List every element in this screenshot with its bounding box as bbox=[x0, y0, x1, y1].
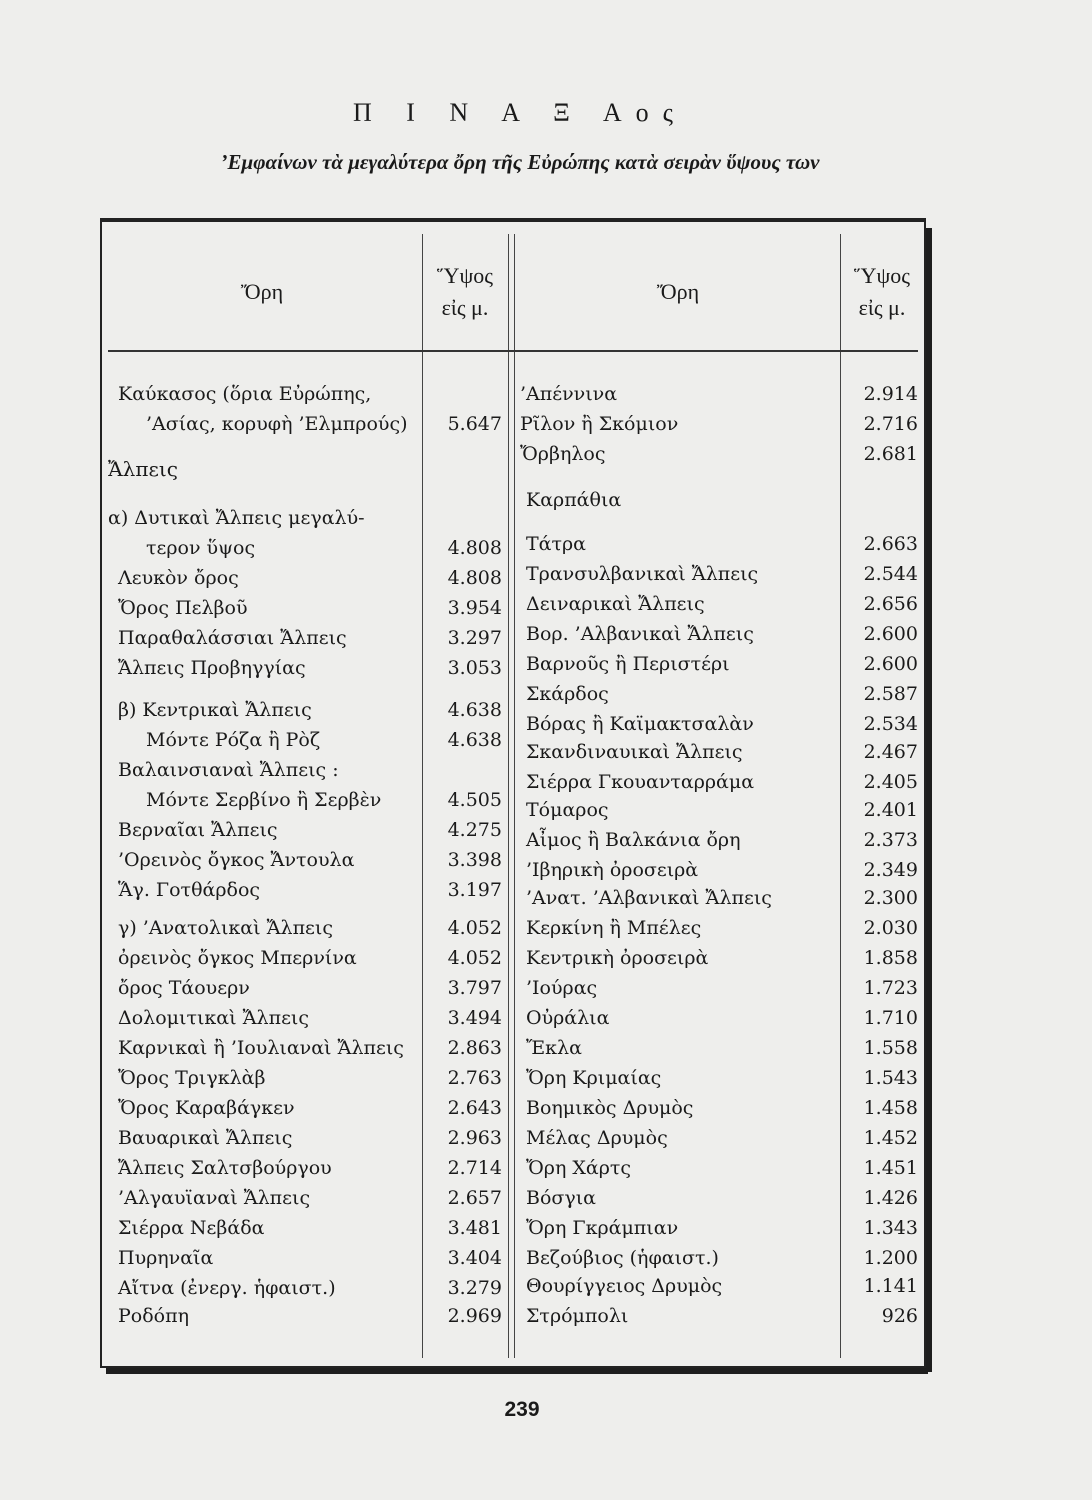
right-row-value bbox=[842, 486, 918, 515]
right-row-name: Κερκίνη ἢ Μπέλες bbox=[526, 917, 702, 939]
right-row-value: 2.600 bbox=[863, 653, 918, 675]
left-row-name: Σιέρρα Νεβάδα bbox=[118, 1217, 265, 1239]
right-row-value: 1.558 bbox=[863, 1037, 918, 1059]
left-row-name: Αἴτνα (ἐνεργ. ἡφαιστ.) bbox=[118, 1277, 336, 1299]
left-row-name: Βερναῖαι Ἄλπεις bbox=[118, 819, 278, 841]
right-row-name: Ὄρβηλος bbox=[520, 443, 606, 465]
right-row-value: 1.710 bbox=[863, 1007, 918, 1029]
right-row-value: 2.300 bbox=[863, 887, 918, 909]
right-row-name: Τάτρα bbox=[526, 533, 587, 555]
left-row-name: α) Δυτικαὶ Ἄλπεις μεγαλύ- bbox=[108, 507, 365, 529]
left-row-value: 3.481 bbox=[447, 1217, 502, 1239]
right-row-value: 2.716 bbox=[863, 413, 918, 435]
right-row-name: Σκάρδος bbox=[526, 683, 609, 705]
right-row-value: 1.200 bbox=[863, 1247, 918, 1269]
right-row-name: Βόσγια bbox=[526, 1187, 597, 1209]
right-row-value: 2.534 bbox=[863, 713, 918, 735]
right-row-name: Ἔκλα bbox=[526, 1037, 582, 1059]
right-row-value: 2.600 bbox=[863, 623, 918, 645]
left-row-name: ὀρεινὸς ὄγκος Μπερνίνα bbox=[118, 947, 357, 969]
left-row-value: 3.398 bbox=[447, 849, 502, 871]
left-row-name: Λευκὸν ὄρος bbox=[118, 567, 239, 589]
header-left-name-text: Ὄρη bbox=[240, 279, 284, 304]
right-row-name: Ὄρη Κριμαίας bbox=[526, 1067, 662, 1089]
right-row-value: 2.914 bbox=[863, 383, 918, 405]
left-row-value: 2.963 bbox=[447, 1127, 502, 1149]
right-row-name: ’Ιούρας bbox=[526, 977, 598, 999]
right-row-value: 1.343 bbox=[863, 1217, 918, 1239]
page-number: 239 bbox=[504, 1398, 540, 1421]
left-row-value bbox=[430, 380, 502, 409]
right-row-name: Ὄρη Γκράμπιαν bbox=[526, 1217, 679, 1239]
left-row-value: 2.714 bbox=[447, 1157, 502, 1179]
left-row-name: Ἄλπεις Προβηγγίας bbox=[118, 657, 306, 679]
header-right-name bbox=[618, 276, 738, 308]
left-row-name: Ἄλπεις bbox=[108, 457, 178, 481]
right-row-name: Μέλας Δρυμὸς bbox=[526, 1127, 668, 1149]
left-row-name: Καρνικαὶ ἢ ’Ιουλιαναὶ Ἄλπεις bbox=[118, 1037, 404, 1059]
left-row-value: 2.657 bbox=[447, 1187, 502, 1209]
left-row-name: Ροδόπη bbox=[118, 1305, 189, 1327]
table-subtitle: ’Εμφαίνων τὰ μεγαλύτερα ὄρη τῆς Εὐρώπης κατὰ σειρὰν ὕψους των bbox=[220, 150, 820, 174]
left-row-value: 4.638 bbox=[447, 729, 502, 751]
left-row-value: 3.797 bbox=[447, 977, 502, 999]
left-row-value: 4.275 bbox=[447, 819, 502, 841]
header-right-value-line2: εἰς μ. bbox=[858, 294, 906, 320]
left-row-name: Μόντε Σερβίνο ἢ Σερβὲν bbox=[146, 789, 382, 811]
right-row-value: 2.663 bbox=[863, 533, 918, 555]
right-row-name: Βόρας ἢ Καϊμακτσαλὰν bbox=[526, 713, 754, 735]
left-row-value: 5.647 bbox=[447, 413, 502, 435]
right-row-value: 1.723 bbox=[863, 977, 918, 999]
right-row-value: 2.349 bbox=[863, 859, 918, 881]
table-title: Π Ι Ν Α Ξ Αος bbox=[353, 98, 687, 127]
right-row-value: 2.373 bbox=[863, 829, 918, 851]
right-row-name: Βορ. ’Αλβανικαὶ Ἄλπεις bbox=[526, 623, 754, 645]
right-row-name: Βαρνοῦς ἢ Περιστέρι bbox=[526, 653, 730, 675]
header-left-value-line2: εἰς μ. bbox=[441, 294, 489, 320]
right-row-name: Σκανδιναυικαὶ Ἄλπεις bbox=[526, 741, 743, 763]
left-row-name: Ἅγ. Γοτθάρδος bbox=[118, 879, 261, 901]
right-row-name: Καρπάθια bbox=[526, 489, 622, 511]
left-row-name: Μόντε Ρόζα ἢ Ρὸζ bbox=[146, 729, 321, 751]
left-row-name: Δολομιτικαὶ Ἄλπεις bbox=[118, 1007, 310, 1029]
left-row-name: Ὄρος Τριγκλὰβ bbox=[118, 1067, 266, 1089]
header-right-value bbox=[840, 260, 924, 324]
left-row-value: 4.052 bbox=[447, 947, 502, 969]
left-row-name: Βαυαρικαὶ Ἄλπεις bbox=[118, 1127, 293, 1149]
right-row-name: ’Ανατ. ’Αλβανικαὶ Ἄλπεις bbox=[526, 887, 772, 909]
right-row-value: 2.030 bbox=[863, 917, 918, 939]
right-row-name: Κεντρικὴ ὀροσειρὰ bbox=[526, 947, 709, 969]
left-row-name: Ὄρος Καραβάγκεν bbox=[118, 1097, 295, 1119]
right-row-value: 1.141 bbox=[863, 1275, 918, 1297]
divider-center-2 bbox=[514, 234, 515, 1358]
right-row-value: 1.543 bbox=[863, 1067, 918, 1089]
left-row-value: 4.808 bbox=[447, 537, 502, 559]
right-row-value: 2.681 bbox=[863, 443, 918, 465]
right-row-name: Βεζούβιος (ἡφαιστ.) bbox=[526, 1247, 719, 1269]
left-row-name: Ἄλπεις Σαλτσβούργου bbox=[118, 1157, 332, 1179]
left-row-name: Βαλαινσιαναὶ Ἄλπεις : bbox=[118, 759, 339, 781]
left-row-value bbox=[430, 455, 502, 484]
right-row-name: ’Ιβηρικὴ ὀροσειρὰ bbox=[526, 859, 699, 881]
left-row-value: 2.763 bbox=[447, 1067, 502, 1089]
left-row-name: Ὄρος Πελβοῦ bbox=[118, 597, 248, 619]
right-row-value: 926 bbox=[881, 1305, 918, 1327]
right-row-name: Τρανσυλβανικαὶ Ἄλπεις bbox=[526, 563, 759, 585]
right-row-value: 1.858 bbox=[863, 947, 918, 969]
header-left-name bbox=[202, 276, 322, 308]
right-row-value: 1.458 bbox=[863, 1097, 918, 1119]
left-row-name: β) Κεντρικαὶ Ἄλπεις bbox=[118, 699, 312, 721]
left-row-name: ’Ασίας, κορυφὴ ’Ελμπρούς) bbox=[146, 413, 408, 435]
left-row-value: 3.404 bbox=[447, 1247, 502, 1269]
left-row-name: ’Αλγαυϊαναὶ Ἄλπεις bbox=[118, 1187, 311, 1209]
left-row-name: ’Ορεινὸς ὄγκος Ἄντουλα bbox=[118, 849, 355, 871]
left-row-value: 4.052 bbox=[447, 917, 502, 939]
header-left-value bbox=[422, 260, 508, 324]
right-row-value: 2.544 bbox=[863, 563, 918, 585]
right-row-name: ’Απέννινα bbox=[520, 383, 618, 405]
right-row-value: 1.426 bbox=[863, 1187, 918, 1209]
header-rule bbox=[108, 350, 918, 352]
left-row-value: 3.297 bbox=[447, 627, 502, 649]
left-row-value: 3.197 bbox=[447, 879, 502, 901]
left-row-value: 2.643 bbox=[447, 1097, 502, 1119]
right-row-name: Βοημικὸς Δρυμὸς bbox=[526, 1097, 694, 1119]
right-row-name: Ρῖλον ἢ Σκόμιον bbox=[520, 413, 679, 435]
right-row-value: 1.452 bbox=[863, 1127, 918, 1149]
divider-left-value bbox=[422, 234, 423, 1358]
left-row-name: γ) ’Ανατολικαὶ Ἄλπεις bbox=[118, 917, 333, 939]
left-row-value: 3.494 bbox=[447, 1007, 502, 1029]
left-row-name: Καύκασος (ὅρια Εὐρώπης, bbox=[118, 383, 372, 405]
left-row-value: 3.053 bbox=[447, 657, 502, 679]
right-row-name: Σιέρρα Γκουανταρράμα bbox=[526, 771, 755, 793]
left-row-value: 4.505 bbox=[447, 789, 502, 811]
left-row-value: 3.279 bbox=[447, 1277, 502, 1299]
divider-center-1 bbox=[508, 234, 509, 1358]
right-row-name: Τόμαρος bbox=[526, 799, 609, 821]
right-row-value: 2.401 bbox=[863, 799, 918, 821]
right-row-value: 1.451 bbox=[863, 1157, 918, 1179]
divider-right-value bbox=[840, 234, 841, 1358]
left-row-name: ὄρος Τάουερν bbox=[118, 977, 250, 999]
right-row-value: 2.587 bbox=[863, 683, 918, 705]
header-right-name-text: Ὄρη bbox=[656, 279, 700, 304]
left-row-value: 2.863 bbox=[447, 1037, 502, 1059]
left-row-name: Παραθαλάσσιαι Ἄλπεις bbox=[118, 627, 347, 649]
left-row-value: 3.954 bbox=[447, 597, 502, 619]
left-row-value: 4.808 bbox=[447, 567, 502, 589]
left-row-value bbox=[430, 504, 502, 533]
left-row-name: Πυρηναῖα bbox=[118, 1247, 214, 1269]
left-row-value bbox=[430, 756, 502, 785]
right-row-value: 2.656 bbox=[863, 593, 918, 615]
left-row-value: 4.638 bbox=[447, 699, 502, 721]
left-row-value: 2.969 bbox=[447, 1305, 502, 1327]
header-left-value-line1: Ὕψος bbox=[437, 263, 493, 288]
right-row-name: Στρόμπολι bbox=[526, 1305, 629, 1327]
right-row-name: Θουρίγγειος Δρυμὸς bbox=[526, 1275, 723, 1297]
right-row-name: Δειναρικαὶ Ἄλπεις bbox=[526, 593, 705, 615]
left-row-name: τερον ὕψος bbox=[146, 537, 256, 559]
right-row-value: 2.405 bbox=[863, 771, 918, 793]
right-row-name: Ὄρη Χάρτς bbox=[526, 1157, 632, 1179]
header-right-value-line1: Ὕψος bbox=[854, 263, 910, 288]
right-row-name: Αἶμος ἢ Βαλκάνια ὄρη bbox=[526, 829, 741, 851]
right-row-value: 2.467 bbox=[863, 741, 918, 763]
right-row-name: Οὐράλια bbox=[526, 1007, 610, 1029]
